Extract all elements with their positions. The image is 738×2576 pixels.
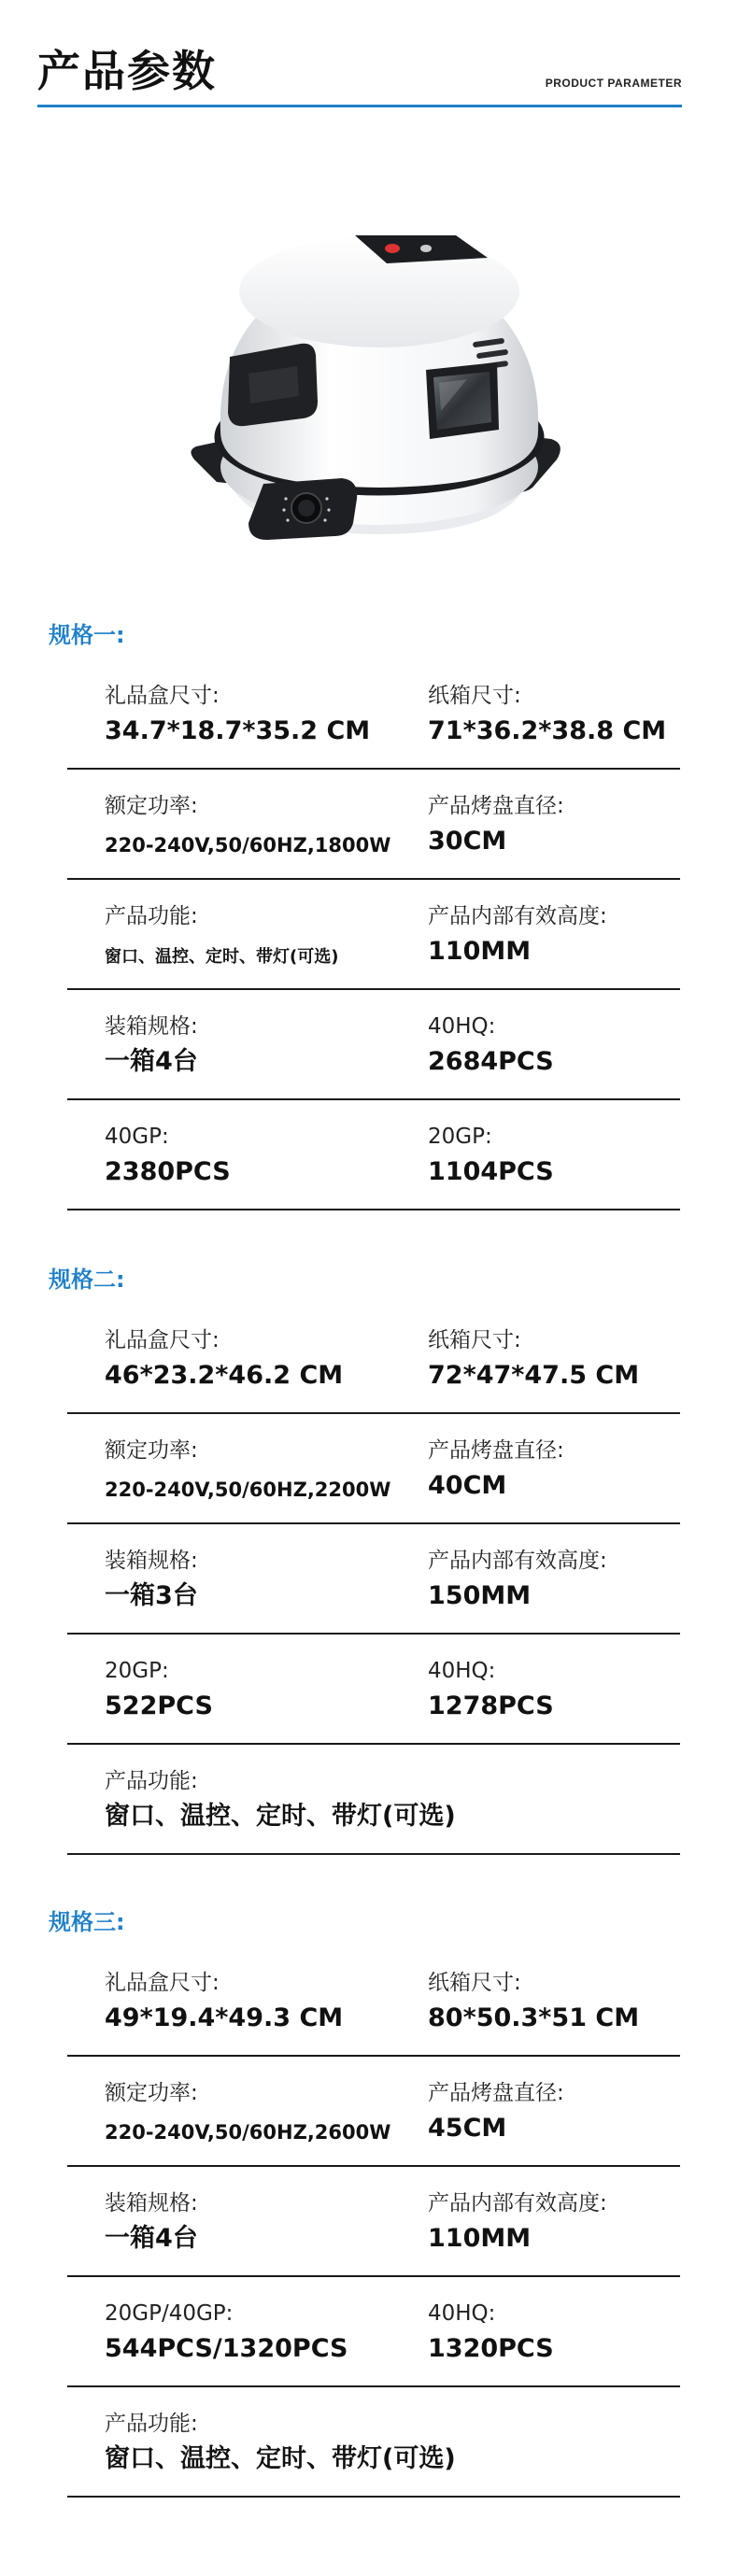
spec-value: 34.7*18.7*35.2 CM [105,716,371,745]
spec-value: 522PCS [105,1691,213,1720]
spec-label: 产品烤盘直径: [428,1438,564,1463]
spec-label: 装箱规格: [105,1014,198,1039]
spec-cell [428,1969,680,2034]
spec-cell [428,1657,680,1722]
spec-label: 20GP: [428,1125,492,1149]
spec-value: 一箱3台 [105,1581,198,1610]
spec-label: 产品内部有效高度: [428,904,607,928]
spec-title: 规格一: [49,622,125,648]
spec-row [67,1633,680,1745]
spec-label: 20GP/40GP: [105,2301,234,2326]
spec-value: 80*50.3*51 CM [428,2003,640,2032]
spec-row [67,2275,680,2387]
page-subtitle: PRODUCT PARAMETER [545,77,682,90]
spec-row [67,1412,680,1524]
spec-cell [105,1326,413,1392]
spec-label: 40HQ: [428,1014,496,1039]
spec-value: 544PCS/1320PCS [105,2334,348,2363]
spec-value: 2380PCS [105,1157,231,1186]
spec-value: 110MM [428,937,532,966]
spec-value: 49*19.4*49.3 CM [105,2003,344,2032]
spec-label: 礼品盒尺寸: [105,684,220,708]
spec-cell [428,1123,680,1188]
spec-label: 产品功能: [105,2412,198,2436]
spec-row [67,2385,680,2498]
spec-cell [428,1437,680,1502]
spec-value: 窗口、温控、定时、带灯(可选) [105,2444,456,2473]
spec-label: 40HQ: [428,1659,496,1683]
spec-value: 40CM [428,1471,507,1500]
spec-cell [105,2079,413,2148]
spec-cell [105,2410,456,2475]
spec-cell [105,1123,413,1188]
spec-value: 71*36.2*38.8 CM [428,716,667,745]
spec-cell [105,792,413,861]
spec-cell [105,2189,413,2255]
spec-row [67,658,680,770]
spec-label: 产品内部有效高度: [428,1549,607,1573]
spec-label: 额定功率: [105,2081,198,2105]
spec-value: 2684PCS [428,1047,554,1076]
spec-label: 纸箱尺寸: [428,684,521,708]
spec-label: 纸箱尺寸: [428,1328,521,1352]
spec-title: 规格二: [49,1267,125,1293]
spec-value: 46*23.2*46.2 CM [105,1361,344,1390]
spec-cell [105,1547,413,1612]
spec-label: 礼品盒尺寸: [105,1328,220,1352]
spec-value: 220-240V,50/60HZ,1800W [105,834,391,856]
spec-cell [428,1326,680,1392]
spec-row [67,878,680,990]
spec-label: 40GP: [105,1125,169,1149]
spec-label: 产品烤盘直径: [428,794,564,818]
spec-cell [105,1437,413,1506]
spec-row [67,1302,680,1414]
spec-value: 30CM [428,827,507,856]
spec-row [67,2165,680,2277]
spec-cell [428,792,680,857]
spec-cell [105,682,413,747]
spec-cell [428,2300,680,2365]
spec-value: 220-240V,50/60HZ,2600W [105,2121,391,2144]
spec-cell [428,1012,680,1078]
spec-value: 45CM [428,2114,507,2143]
spec-row [67,1522,680,1635]
spec-value: 72*47*47.5 CM [428,1361,640,1390]
spec-cell [105,2300,413,2365]
spec-label: 20GP: [105,1659,169,1683]
spec-label: 40HQ: [428,2301,496,2326]
spec-label: 产品功能: [105,1769,198,1793]
spec-title: 规格三: [49,1909,125,1935]
spec-label: 额定功率: [105,1438,198,1463]
spec-value: 110MM [428,2224,532,2253]
spec-value: 一箱4台 [105,1047,198,1076]
spec-row [67,988,680,1100]
spec-row [67,1945,680,2057]
spec-label: 礼品盒尺寸: [105,1971,220,1995]
spec-cell [428,2189,680,2255]
spec-label: 产品内部有效高度: [428,2191,607,2215]
spec-cell [105,1767,456,1833]
spec-value: 窗口、温控、定时、带灯(可选) [105,947,339,967]
spec-row [67,2055,680,2167]
spec-cell [428,2079,680,2144]
spec-value: 1104PCS [428,1157,554,1186]
spec-row [67,1743,680,1855]
spec-value: 一箱4台 [105,2224,198,2253]
spec-value: 220-240V,50/60HZ,2200W [105,1479,391,1501]
page-header [37,37,682,112]
spec-value: 1320PCS [428,2334,554,2363]
spec-label: 额定功率: [105,794,198,818]
spec-cell [105,1657,413,1722]
spec-row [67,1098,680,1210]
spec-cell [428,902,680,968]
spec-row [67,768,680,880]
product-image [159,187,589,579]
spec-cell [105,1969,413,2034]
spec-cell [105,902,413,973]
spec-value: 150MM [428,1581,532,1610]
spec-cell [105,1012,413,1078]
spec-label: 产品烤盘直径: [428,2081,564,2105]
spec-cell [428,1547,680,1612]
spec-label: 纸箱尺寸: [428,1971,521,1995]
spec-cell [428,682,680,747]
page-title: 产品参数 [37,46,217,96]
spec-label: 装箱规格: [105,2191,198,2215]
spec-value: 窗口、温控、定时、带灯(可选) [105,1802,456,1831]
spec-label: 产品功能: [105,904,198,928]
header-rule [37,105,682,107]
spec-label: 装箱规格: [105,1549,198,1573]
spec-value: 1278PCS [428,1691,554,1720]
